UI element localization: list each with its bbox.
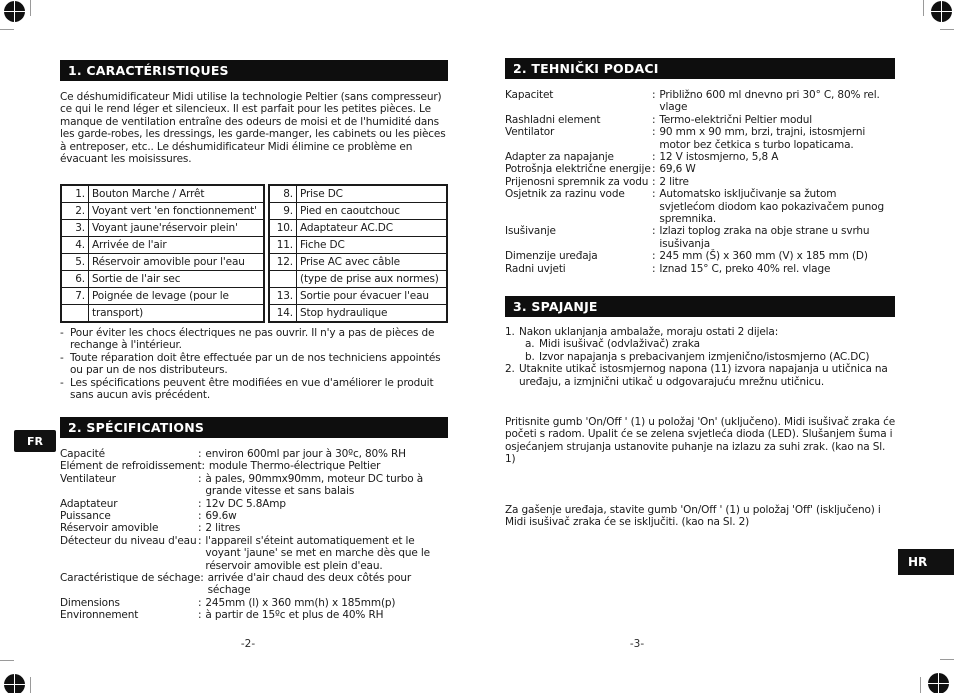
spec-row [505, 188, 895, 225]
table-row [61, 271, 264, 288]
registration-mark [928, 673, 949, 693]
note-text: Toute réparation doit être effectuée par un de nos techniciens appointés ou par un de nos distributeurs. [70, 351, 441, 377]
note-text: Pour éviter les chocs électriques ne pas ouvrir. Il n'y a pas de pièces de rechange à l'intérieur. [70, 327, 435, 352]
page-hr [505, 58, 895, 658]
spec-colon: : [652, 175, 656, 188]
step-item [505, 326, 895, 338]
note-item [60, 352, 448, 377]
spec-row [505, 263, 895, 275]
spec-value: 69.6w [205, 510, 237, 523]
part-number [269, 271, 297, 288]
note-item [60, 377, 448, 402]
substep-text: Izvor napajanja s prebacivanjem izmjenično/istosmjerno (AC.DC) [539, 350, 870, 363]
spec-row [60, 473, 448, 498]
bullet-dash: - [60, 351, 64, 364]
spec-colon: : [198, 497, 202, 510]
part-label: Adaptateur AC.DC [297, 220, 448, 237]
connection-steps [505, 326, 895, 388]
section-header-tehnicki-podaci: 2. TEHNIČKI PODACI [505, 58, 895, 79]
registration-mark [931, 1, 952, 22]
spec-row [505, 126, 895, 151]
registration-mark [4, 674, 25, 693]
part-number: 2. [61, 203, 89, 220]
part-label: Voyant vert 'en fonctionnement' [89, 203, 265, 220]
table-row [61, 305, 264, 323]
spec-label: Adaptateur [60, 497, 118, 510]
crop-mark [940, 659, 954, 660]
language-tab-fr: FR [14, 430, 56, 452]
part-label: Poignée de levage (pour le [89, 288, 265, 305]
substep-text: Midi isušivač (odvlaživač) zraka [539, 338, 700, 351]
spec-colon: : [652, 89, 656, 101]
spec-row [60, 609, 448, 621]
part-label: Réservoir amovible pour l'eau [89, 254, 265, 271]
registration-mark [4, 1, 25, 22]
substep-letter: a. [525, 338, 535, 351]
parts-table [60, 184, 448, 323]
spec-row [60, 460, 448, 472]
spec-colon: : [198, 510, 202, 523]
crop-mark [923, 0, 924, 16]
spec-colon: : [198, 534, 202, 547]
spec-label: Réservoir amovible [60, 522, 159, 535]
part-label: Voyant jaune'réservoir plein' [89, 220, 265, 237]
spec-colon: : [198, 472, 202, 485]
step-number: 2. [505, 363, 515, 376]
substep-item [525, 351, 895, 363]
step-number: 1. [505, 326, 515, 338]
part-number [61, 305, 89, 323]
part-number: 3. [61, 220, 89, 237]
spec-colon: : [652, 113, 656, 126]
spec-colon: : [652, 151, 656, 164]
spec-colon: : [198, 609, 202, 622]
spec-colon: : [652, 188, 656, 201]
spec-value: Automatsko isključivanje sa žutom svjetlećom diodom kao pokazivačem punog spremnika. [659, 188, 884, 226]
section-header-caracteristiques: 1. CARACTÉRISTIQUES [60, 60, 448, 81]
part-label: Arrivée de l'air [89, 237, 265, 254]
table-row [269, 220, 447, 237]
spec-colon: : [198, 448, 202, 460]
spec-row [505, 163, 895, 175]
intro-paragraph: Ce déshumidificateur Midi utilise la technologie Peltier (sans compresseur) ce qui le rend léger et silencieux. Il est parfait pour les petites pièces. Le manque de ventilation entraîne des odeurs de moisi et de l'humidité dans les garde-robes, les dressings, les garde-manger, les cabinets ou les pièces à entreposer, etc.. Le déshumidificateur Midi élimine ce problème en évacuant les moisissures. [60, 91, 446, 166]
page-number-left: -2- [240, 638, 256, 650]
spec-value: 2 litre [659, 175, 689, 188]
spec-value: l'appareil s'éteint automatiquement et le voyant 'jaune' se met en marche dès que le réservoir amovible est plein d'eau. [205, 534, 430, 572]
spec-row [60, 597, 448, 609]
spec-label: Rashladni element [505, 113, 601, 126]
parts-table-left [60, 184, 265, 323]
spec-value: 2 litres [205, 522, 241, 535]
bullet-dash: - [60, 327, 64, 339]
table-row [269, 237, 447, 254]
spec-label: Isušivanje [505, 225, 556, 238]
part-number: 11. [269, 237, 297, 254]
spec-label: Radni uvjeti [505, 262, 566, 275]
spec-list-hr [505, 89, 895, 275]
table-row [61, 203, 264, 220]
part-number: 10. [269, 220, 297, 237]
spec-label: Adapter za napajanje [505, 151, 614, 164]
table-row [61, 237, 264, 254]
spec-colon: : [198, 522, 202, 535]
part-number: 13. [269, 288, 297, 305]
spec-label: Osjetnik za razinu vode [505, 188, 625, 201]
step-text: Utaknite utikač istosmjernog napona (11) izvora napajanja u utičnica na uređaju, a izmjnični utikač u odgovarajuću mrežnu utičnicu. [519, 363, 888, 388]
table-row [269, 305, 447, 323]
operation-paragraph-off: Za gašenje uređaja, stavite gumb 'On/Off ' (1) u položaj 'Off' (isključeno) i Midi isušivač zraka će se isključiti. (kao na Sl. 2) [505, 504, 881, 529]
part-label: (type de prise aux normes) [297, 271, 448, 288]
substep-item [525, 338, 895, 350]
spec-row [60, 522, 448, 534]
spec-value: arrivée d'air chaud des deux côtés pour séchage [207, 572, 412, 597]
spec-label: Kapacitet [505, 89, 554, 101]
spec-label: Elément de refroidissement [60, 460, 202, 473]
spec-colon: : [652, 225, 656, 238]
table-row [269, 185, 447, 203]
spec-value: 245 mm (Š) x 360 mm (V) x 185 mm (D) [659, 250, 868, 263]
table-row [61, 185, 264, 203]
crop-mark [0, 660, 14, 661]
spec-row [505, 114, 895, 126]
bullet-dash: - [60, 376, 64, 389]
spec-label: Puissance [60, 510, 111, 523]
part-number: 12. [269, 254, 297, 271]
part-label: Prise AC avec câble [297, 254, 448, 271]
spec-value: 69,6 W [659, 163, 696, 176]
part-number: 14. [269, 305, 297, 323]
part-label: Fiche DC [297, 237, 448, 254]
part-number: 9. [269, 203, 297, 220]
spec-row [60, 535, 448, 572]
note-item [60, 327, 448, 352]
spec-label: Environnement [60, 609, 139, 622]
spec-list-fr [60, 448, 448, 622]
part-label: Prise DC [297, 185, 448, 203]
spec-label: Ventilateur [60, 472, 116, 485]
crop-mark [920, 677, 921, 693]
spec-value: 245mm (l) x 360 mm(h) x 185mm(p) [205, 596, 396, 609]
spec-label: Dimensions [60, 596, 120, 609]
spec-colon: : [198, 596, 202, 609]
spec-value: Približno 600 ml dnevno pri 30° C, 80% rel. vlage [659, 89, 880, 114]
spec-value: module Thermo-électrique Peltier [208, 460, 381, 473]
crop-mark [30, 677, 31, 693]
spec-value: 12 V istosmjerno, 5,8 A [659, 151, 779, 164]
part-label: Bouton Marche / Arrêt [89, 185, 265, 203]
spec-row [505, 225, 895, 250]
part-number: 8. [269, 185, 297, 203]
spec-colon: : [201, 460, 205, 473]
table-row [269, 254, 447, 271]
spec-row [505, 176, 895, 188]
part-number: 5. [61, 254, 89, 271]
spec-row [60, 510, 448, 522]
table-row [61, 288, 264, 305]
step-item [505, 363, 895, 388]
part-number: 7. [61, 288, 89, 305]
spec-label: Dimenzije uređaja [505, 250, 598, 263]
page-number-right: -3- [629, 638, 645, 650]
spec-value: environ 600ml par jour à 30ºc, 80% RH [205, 448, 406, 460]
part-label: Pied en caoutchouc [297, 203, 448, 220]
section-header-specifications: 2. SPÉCIFICATIONS [60, 417, 448, 438]
spec-label: Capacité [60, 448, 105, 460]
step-text: Nakon uklanjanja ambalaže, moraju ostati 2 dijela: [519, 326, 779, 338]
table-row [269, 203, 447, 220]
operation-paragraph-on: Pritisnite gumb 'On/Off ' (1) u položaj 'On' (uključeno). Midi isušivač zraka će početi s radom. Upalit će se zelena svjetleća dioda (LED). Slušanjem šuma i osjećanjem strujanja ustanovite puhanje na izlazu za suhi zrak. (kao na Sl. 1) [505, 416, 896, 466]
spec-colon: : [652, 126, 656, 139]
spec-row [60, 498, 448, 510]
spec-colon: : [200, 572, 204, 585]
parts-table-right [268, 184, 448, 323]
spec-value: 90 mm x 90 mm, brzi, trajni, istosmjerni motor bez četkica s turbo lopaticama. [659, 126, 866, 151]
table-row [269, 288, 447, 305]
section-header-spajanje: 3. SPAJANJE [505, 296, 895, 317]
spec-value: 12v DC 5.8Amp [205, 497, 286, 510]
spec-label: Détecteur du niveau d'eau [60, 534, 197, 547]
spec-label: Ventilator [505, 126, 555, 139]
part-label: Sortie de l'air sec [89, 271, 265, 288]
spec-colon: : [652, 250, 656, 263]
crop-mark [940, 29, 954, 30]
spec-row [505, 250, 895, 262]
part-number: 6. [61, 271, 89, 288]
spec-value: Izlazi toplog zraka na obje strane u svrhu isušivanja [659, 225, 870, 250]
table-row [269, 271, 447, 288]
table-row [61, 220, 264, 237]
spec-label: Caractéristique de séchage [60, 572, 201, 585]
spec-colon: : [652, 163, 656, 176]
spec-row [60, 448, 448, 460]
spec-row [505, 89, 895, 114]
part-number: 4. [61, 237, 89, 254]
crop-mark [30, 0, 31, 16]
spec-colon: : [652, 262, 656, 275]
crop-mark [0, 29, 14, 30]
spec-row [505, 151, 895, 163]
part-number: 1. [61, 185, 89, 203]
table-row [61, 254, 264, 271]
spec-label: Potrošnja električne energije [505, 163, 651, 176]
language-tab-hr: HR [898, 549, 954, 575]
spec-value: Termo-električni Peltier modul [659, 113, 813, 126]
note-text: Les spécifications peuvent être modifiées en vue d'améliorer le produit sans aucun avis précédent. [70, 376, 434, 402]
part-label: Stop hydraulique [297, 305, 448, 323]
part-label: transport) [89, 305, 265, 323]
substep-letter: b. [525, 350, 535, 363]
safety-notes [60, 327, 448, 401]
spec-value: Iznad 15° C, preko 40% rel. vlage [659, 262, 831, 275]
spec-value: à partir de 15ºc et plus de 40% RH [205, 609, 384, 622]
page-fr [60, 60, 448, 660]
spec-row [60, 572, 448, 597]
part-label: Sortie pour évacuer l'eau [297, 288, 448, 305]
spec-value: à pales, 90mmx90mm, moteur DC turbo à grande vitesse et sans balais [205, 472, 424, 498]
spec-label: Prijenosni spremnik za vodu [505, 175, 649, 188]
